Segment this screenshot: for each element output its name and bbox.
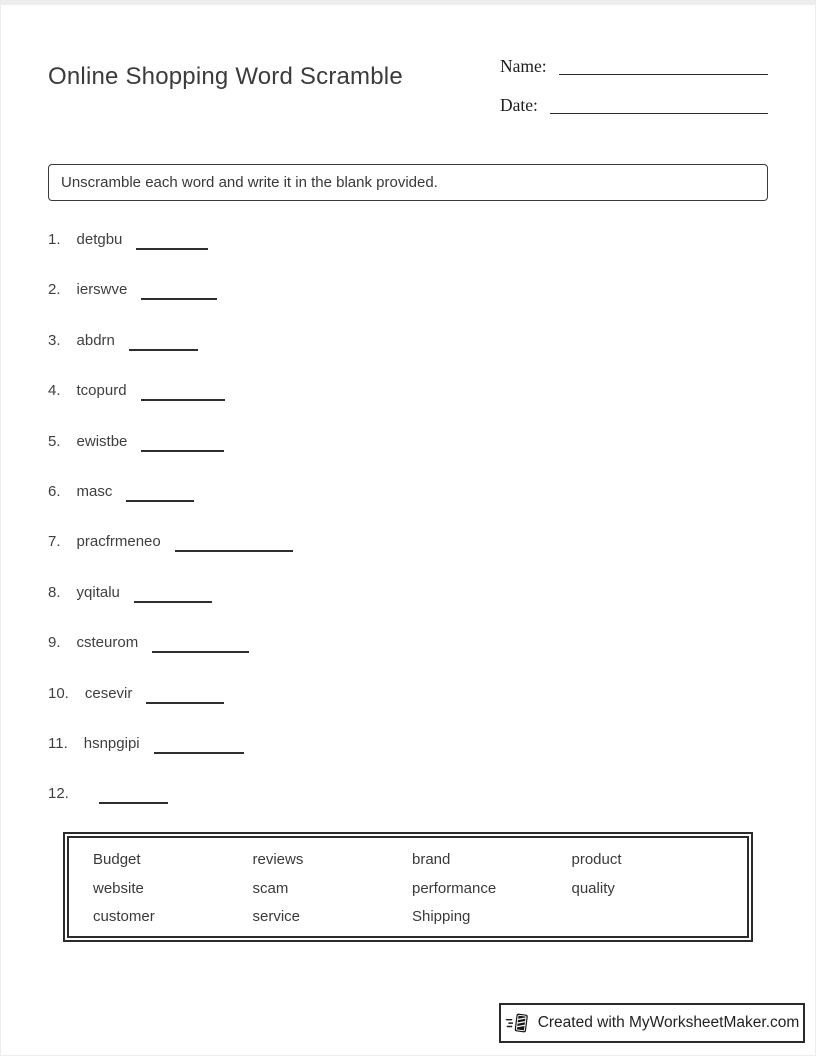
word-bank-word: product — [571, 851, 622, 868]
name-write-line[interactable] — [559, 74, 768, 75]
question-number: 11. — [48, 734, 68, 752]
scrambled-word: yqitalu — [76, 583, 120, 601]
scrambled-word: hsnpgipi — [83, 734, 140, 752]
word-bank-grid — [67, 836, 749, 938]
date-label: Date: — [500, 95, 538, 115]
scrambled-word: masc — [76, 482, 113, 500]
scrambled-word: tcopurd — [76, 382, 127, 400]
credit-box[interactable] — [499, 1003, 805, 1043]
word-bank-word: reviews — [252, 851, 304, 868]
credit-text: Created with MyWorksheetMaker.com — [537, 1014, 800, 1031]
name-row — [500, 52, 768, 77]
word-bank-word: customer — [93, 908, 155, 925]
word-bank-word: performance — [412, 879, 497, 897]
scrambled-word: detgbu — [76, 231, 123, 248]
answer-blank[interactable] — [175, 536, 293, 552]
name-label: Name: — [500, 56, 547, 76]
question-number: 2. — [48, 281, 61, 299]
question-number: 8. — [48, 583, 61, 601]
question-row — [48, 530, 548, 554]
scrambled-word: csteurom — [76, 634, 139, 652]
name-date-block — [500, 52, 768, 116]
scrambled-word: pracfrmeneo — [76, 533, 161, 551]
instructions-box — [48, 164, 768, 201]
question-row — [48, 682, 548, 706]
answer-blank[interactable] — [146, 688, 224, 704]
scrambled-word: cesevir — [84, 684, 133, 702]
answer-blank[interactable] — [134, 587, 212, 603]
question-row — [48, 631, 548, 655]
word-bank-word: website — [93, 879, 144, 897]
scrambled-word: ierswve — [76, 281, 128, 299]
question-row — [48, 732, 548, 756]
question-row — [48, 329, 548, 353]
answer-blank[interactable] — [141, 284, 217, 300]
question-number: 9. — [48, 634, 61, 652]
date-row — [500, 91, 768, 116]
question-row — [48, 430, 548, 454]
question-number: 3. — [48, 331, 61, 349]
word-bank-word: service — [252, 908, 301, 925]
question-number: 4. — [48, 382, 61, 400]
question-number: 6. — [48, 482, 61, 500]
question-number: 5. — [48, 432, 61, 450]
answer-blank[interactable] — [99, 788, 168, 804]
scrambled-word: ewistbe — [76, 432, 128, 450]
answer-blank[interactable] — [141, 436, 224, 452]
question-row — [48, 782, 548, 806]
answer-blank[interactable] — [141, 385, 225, 401]
word-bank — [63, 832, 753, 942]
instructions-text: Unscramble each word and write it in the blank provided. — [61, 174, 438, 191]
answer-blank[interactable] — [154, 738, 244, 754]
question-list — [48, 228, 548, 833]
word-bank-word: brand — [412, 851, 451, 868]
date-write-line[interactable] — [550, 113, 768, 114]
answer-blank[interactable] — [152, 637, 249, 653]
question-number: 1. — [48, 231, 61, 248]
answer-blank[interactable] — [126, 486, 194, 502]
question-row — [48, 581, 548, 605]
question-number: 7. — [48, 533, 61, 551]
question-row — [48, 228, 548, 252]
question-row — [48, 480, 548, 504]
word-bank-word: quality — [571, 879, 615, 897]
word-bank-word: Shipping — [412, 908, 471, 925]
scrambled-word: abdrn — [76, 331, 115, 349]
question-number: 10. — [48, 684, 69, 702]
worksheet-maker-logo-icon — [505, 1010, 531, 1036]
answer-blank[interactable] — [129, 335, 198, 351]
question-number: 12. — [48, 785, 69, 803]
word-bank-word: Budget — [93, 851, 141, 868]
question-row — [48, 379, 548, 403]
word-bank-word: scam — [252, 879, 289, 897]
page-title: Online Shopping Word Scramble — [48, 63, 403, 91]
answer-blank[interactable] — [136, 234, 208, 250]
question-row — [48, 278, 548, 302]
